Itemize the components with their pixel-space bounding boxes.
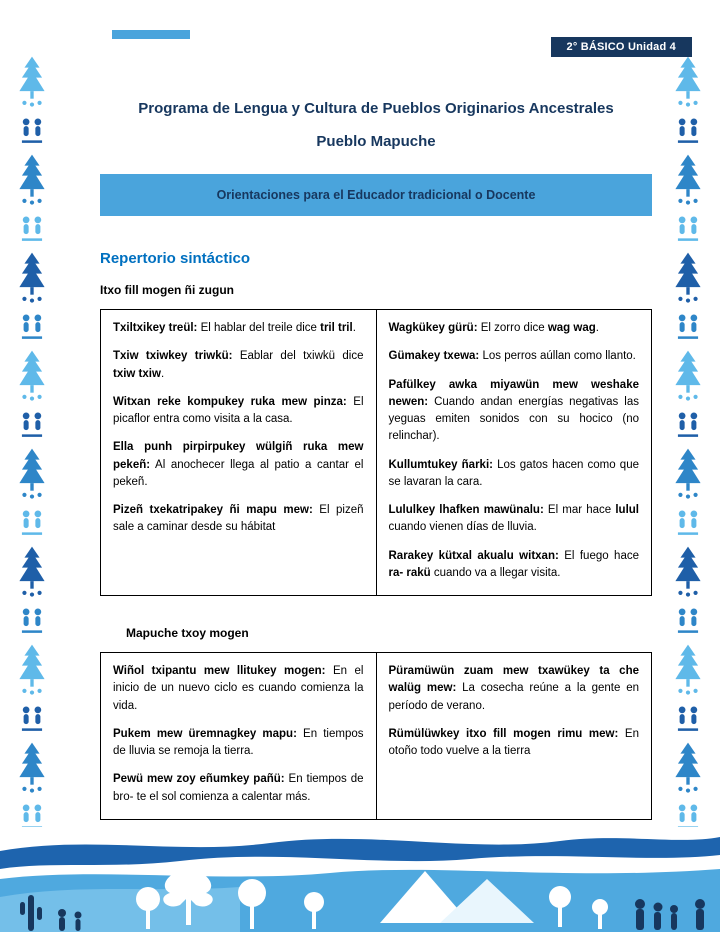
repertoire-entry: Wiñol txipantu mew llitukey mogen: En el inicio de un nuevo ciclo es cuando comienza la vida.	[113, 665, 364, 712]
people-motif-icon	[671, 312, 705, 342]
repertoire-entry: Pukem mew üremnagkey mapu: En tiempos de lluvia se remoja la tierra.	[113, 727, 364, 757]
repertoire-entry: Lululkey lhafken mawünalu: El mar hace lulul cuando vienen días de lluvia.	[388, 504, 639, 534]
people-motif-icon	[15, 116, 49, 146]
repertoire-entry: Ella punh pirpirpukey wülgiñ ruka mew pekeñ: Al anochecer llega al patio a cantar el pekeñ.	[113, 441, 364, 488]
repertoire-entry: Gümakey txewa: Los perros aúllan como llanto.	[388, 350, 636, 363]
orientation-banner	[100, 174, 652, 216]
repertoire-entry: Kullumtukey ñarki: Los gatos hacen como que se lavaran la cara.	[388, 458, 639, 488]
repertoire-entry: Püramüwün zuam mew txawükey ta che walüg mew: La cosecha reúne a la gente en período de verano.	[388, 665, 639, 712]
repertoire-entry: Pafülkey awka miyawün mew weshake newen: Cuando andan energías negativas las yeguas emiten sonidos con su hocico (no relinchar).	[388, 378, 639, 443]
repertoire-table-2	[100, 652, 652, 820]
table1-left-cell	[101, 310, 377, 596]
araucaria-tree-icon	[671, 447, 705, 501]
araucaria-tree-icon	[15, 55, 49, 109]
araucaria-tree-icon	[15, 643, 49, 697]
repertoire-entry: Witxan reke kompukey ruka mew pinza: El picaflor entra como visita a la casa.	[113, 395, 364, 425]
araucaria-tree-icon	[671, 251, 705, 305]
araucaria-tree-icon	[671, 643, 705, 697]
people-motif-icon	[15, 410, 49, 440]
subheading-mapuche-txoy-mogen: Mapuche txoy mogen	[126, 626, 249, 640]
araucaria-tree-icon	[671, 55, 705, 109]
unit-badge: 2° BÁSICO Unidad 4	[551, 37, 692, 57]
footer-illustration	[0, 827, 720, 932]
people-motif-icon	[15, 508, 49, 538]
araucaria-tree-icon	[671, 741, 705, 795]
people-motif-icon	[15, 312, 49, 342]
repertoire-entry: Pizeñ txekatripakey ñi mapu mew: El pizeñ sale a caminar desde su hábitat	[113, 504, 364, 534]
repertoire-entry: Wagkükey gürü: El zorro dice wag wag.	[388, 322, 599, 334]
people-motif-icon	[15, 606, 49, 636]
araucaria-tree-icon	[15, 251, 49, 305]
right-decorative-border	[668, 55, 708, 832]
repertoire-table-1	[100, 309, 652, 596]
section-heading: Repertorio sintáctico	[100, 250, 251, 267]
araucaria-tree-icon	[671, 545, 705, 599]
repertoire-entry: Txiw txiwkey triwkü: Eablar del txiwkü dice txiw txiw.	[113, 350, 364, 380]
araucaria-tree-icon	[15, 545, 49, 599]
people-motif-icon	[15, 704, 49, 734]
left-decorative-border	[12, 55, 52, 832]
repertoire-entry: Txiltxikey treül: El hablar del treile dice tril tril.	[113, 322, 356, 334]
landscape-illustration-icon	[0, 827, 720, 932]
araucaria-tree-icon	[671, 349, 705, 403]
table2-right-cell	[376, 653, 652, 820]
top-accent-bar	[112, 30, 190, 39]
araucaria-tree-icon	[15, 153, 49, 207]
subheading-itxo-fill-mogen: Itxo fill mogen ñi zugun	[100, 283, 234, 297]
table1-right-cell	[376, 310, 652, 596]
table2-left-cell	[101, 653, 377, 820]
program-title: Programa de Lengua y Cultura de Pueblos Originarios Ancestrales	[138, 100, 614, 117]
araucaria-tree-icon	[15, 349, 49, 403]
repertoire-entry: Pewü mew zoy eñumkey pañü: En tiempos de bro- te el sol comienza a calentar más.	[113, 773, 364, 803]
people-motif-icon	[15, 214, 49, 244]
people-motif-icon	[671, 606, 705, 636]
content-column	[100, 100, 652, 820]
repertoire-entry: Rarakey kütxal akualu witxan: El fuego hace ra- rakü cuando va a llegar visita.	[388, 549, 639, 579]
araucaria-tree-icon	[15, 447, 49, 501]
people-motif-icon	[671, 704, 705, 734]
araucaria-tree-icon	[15, 741, 49, 795]
people-motif-icon	[671, 116, 705, 146]
people-motif-icon	[671, 214, 705, 244]
pueblo-subtitle: Pueblo Mapuche	[316, 133, 436, 150]
people-motif-icon	[671, 410, 705, 440]
orientation-banner-label: Orientaciones para el Educador tradicional o Docente	[216, 188, 536, 202]
people-motif-icon	[671, 508, 705, 538]
repertoire-entry: Rümülüwkey itxo fill mogen rimu mew: En otoño todo vuelve a la tierra	[388, 727, 639, 757]
araucaria-tree-icon	[671, 153, 705, 207]
